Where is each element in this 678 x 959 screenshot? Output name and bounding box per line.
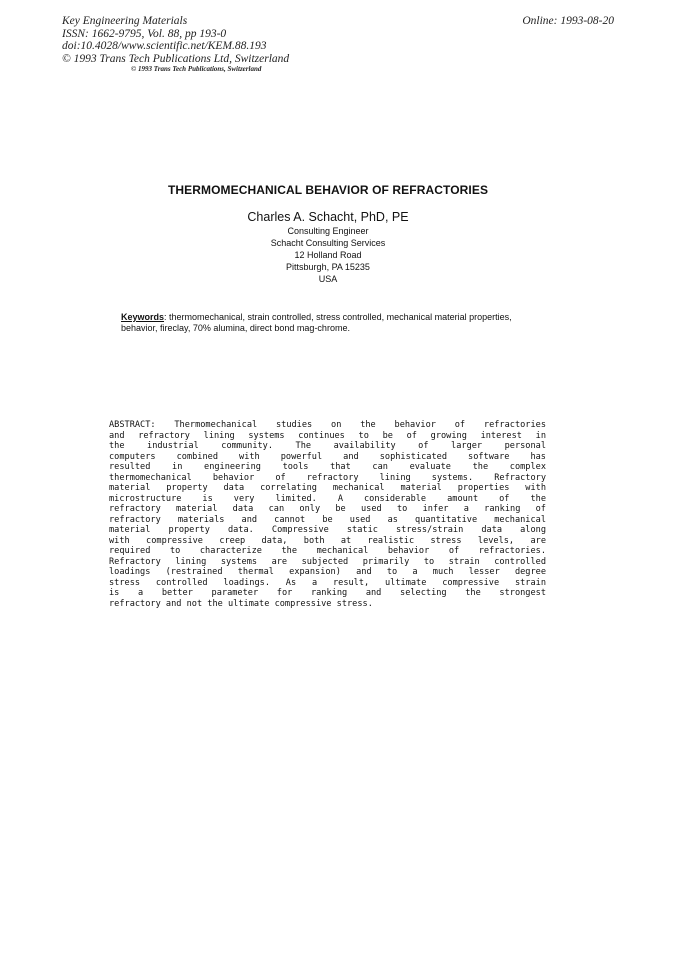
abstract-line: and refractory lining systems continues to be of growing interest in <box>109 430 546 441</box>
abstract-line: resulted in engineering tools that can evaluate the complex <box>109 462 546 472</box>
abstract-line: required to characterize the mechanical behavior of refractories. <box>109 546 546 556</box>
abstract-line: ABSTRACT: Thermomechanical studies on the behavior of refractories <box>109 420 546 430</box>
abstract-line: material property data. Compressive static stress/strain data along <box>109 525 546 535</box>
author-block <box>0 209 656 285</box>
abstract-line: with compressive creep data, both at realistic stress levels, are <box>109 535 546 546</box>
abstract-line: refractory materials and cannot be used as quantitative mechanical <box>109 514 546 525</box>
paper-title: THERMOMECHANICAL BEHAVIOR OF REFRACTORIES <box>167 183 489 197</box>
journal-issn: ISSN: 1662-9795, Vol. 88, pp 193-0 <box>62 27 227 40</box>
abstract-line: stress controlled loadings. As a result, ultimate compressive strain <box>109 577 546 588</box>
affiliation-country: USA <box>318 274 338 284</box>
affiliation-company: Schacht Consulting Services <box>270 238 386 248</box>
affiliation-street: 12 Holland Road <box>294 250 362 260</box>
abstract-line: is a better parameter for ranking and selecting the strongest <box>109 588 546 598</box>
journal-doi: doi:10.4028/www.scientific.net/KEM.88.193 <box>62 40 267 52</box>
journal-name: Key Engineering Materials <box>62 15 188 27</box>
copyright-notice: © 1993 Trans Tech Publications, Switzerland <box>131 65 262 73</box>
abstract-line: material property data correlating mechanical material properties with <box>109 483 546 493</box>
keywords-label: Keywords <box>121 312 165 322</box>
journal-copyright: © 1993 Trans Tech Publications Ltd, Switzerland <box>62 52 290 65</box>
abstract-line: the industrial community. The availability of larger personal <box>109 441 546 451</box>
abstract-line: thermomechanical behavior of refractory lining systems. Refractory <box>109 472 546 483</box>
abstract-line: refractory material data can only be used to infer a ranking of <box>109 504 546 514</box>
affiliation-title: Consulting Engineer <box>287 226 369 236</box>
abstract-line: refractory and not the ultimate compressive stress. <box>109 598 373 609</box>
abstract-line: computers combined with powerful and sophisticated software has <box>109 451 546 462</box>
abstract-line: microstructure is very limited. A considerable amount of the <box>109 493 546 504</box>
author-name: Charles A. Schacht, PhD, PE <box>247 210 409 224</box>
affiliation-city: Pittsburgh, PA 15235 <box>286 262 370 272</box>
journal-info <box>62 15 289 65</box>
abstract-line: Refractory lining systems are subjected primarily to strain controlled <box>109 556 546 567</box>
abstract <box>109 420 546 609</box>
abstract-line: loadings (restrained thermal expansion) and to a much lesser degree <box>109 567 546 577</box>
keywords-text: : thermomechanical, strain controlled, stress controlled, mechanical material properties, behavior, fireclay, 70% alumina, direct bond mag-chrome. <box>121 312 512 333</box>
keywords <box>121 312 537 334</box>
online-date: Online: 1993-08-20 <box>522 15 614 27</box>
